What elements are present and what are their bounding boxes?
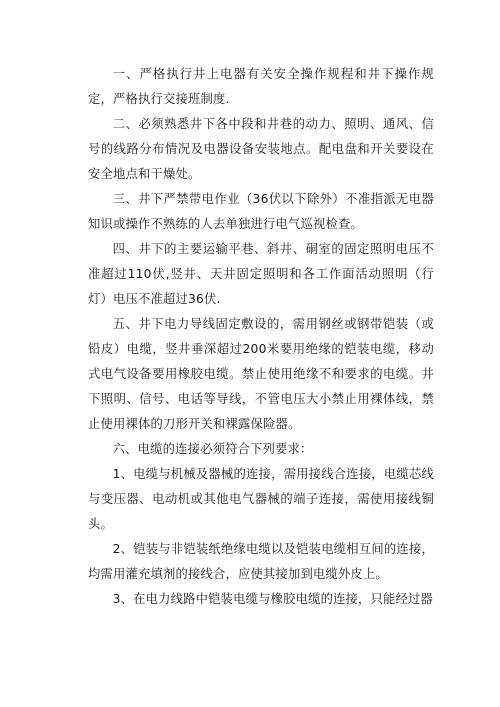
paragraph-2: 二、必须熟悉井下各中段和井巷的动力、照明、通风、信号的线路分布情况及电器设备安装地点。配电盘和开关要设在安全地点和干燥处。 xyxy=(88,117,434,181)
paragraph-6-item-1: 1、电缆与机械及器械的连接，需用接线合连接，电缆芯线与变压器、电动机或其他电气器械的端子连接，需使用接线铜头。 xyxy=(88,467,434,531)
paragraph-3: 三、井下严禁带电作业（36伏以下除外）不准指派无电器知识或操作不熟练的人去单独进行电气巡视检查。 xyxy=(88,192,434,231)
document-body xyxy=(88,62,434,612)
paragraph-6-item-3: 3、在电力线路中铠装电缆与橡胶电缆的连接，只能经过器 xyxy=(112,592,434,606)
paragraph-6: 六、电缆的连接必须符合下列要求： xyxy=(112,442,313,456)
paragraph-1: 一、严格执行井上电器有关安全操作规程和井下操作规定，严格执行交接班制度. xyxy=(88,67,434,106)
paragraph-5: 五、井下电力导线固定敷设的，需用钢丝或钢带铠装（或铅皮）电缆，竖井垂深超过200米要用绝缘的铠装电缆，移动式电气设备要用橡胶电缆。禁止使用绝缘不和要求的电缆。井下照明、信号、电话等导线，不管电压大小禁止用裸体线，禁止使用裸体的刀形开关和裸露保险器。 xyxy=(88,317,434,431)
paragraph-6-item-2: 2、铠装与非铠装纸绝缘电缆以及铠装电缆相互间的连接，均需用灌充填剂的接线合，应使其接加到电缆外皮上。 xyxy=(88,542,434,581)
paragraph-4: 四、井下的主要运输平巷、斜井、硐室的固定照明电压不准超过110伏,竖井、天井固定照明和各工作面活动照明（行灯）电压不准超过36伏. xyxy=(88,242,434,306)
